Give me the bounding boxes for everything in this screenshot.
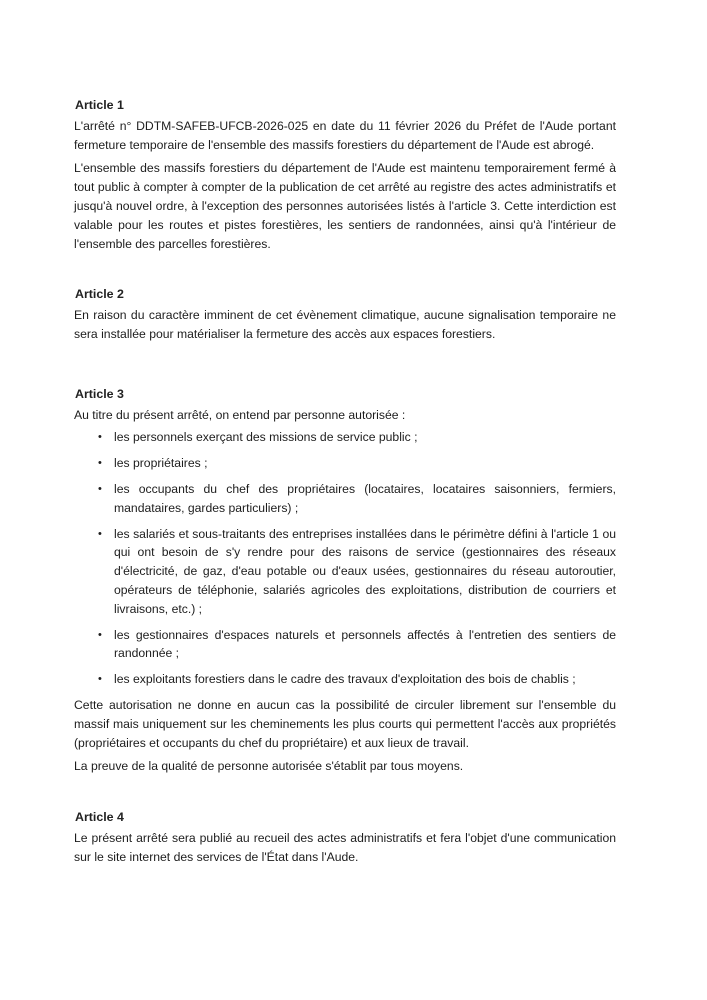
article-3-title: Article 3 (75, 386, 124, 401)
bullet-icon: • (98, 628, 102, 641)
list-item (74, 480, 616, 518)
list-item (74, 626, 616, 664)
document-page (74, 96, 616, 867)
article-1 (74, 96, 616, 253)
article-4-title: Article 4 (75, 810, 124, 825)
article-2 (74, 285, 616, 343)
bullet-icon: • (98, 457, 102, 470)
article-4-paragraph-1: Le présent arrêté sera publié au recueil des actes administratifs et fera l'objet d'une communication sur le site internet des services de l'État dans l'Aude. (74, 830, 616, 864)
article-2-paragraph-1: En raison du caractère imminent de cet évènement climatique, aucune signalisation temporaire ne sera installée pour matérialiser la fermeture des accès aux espaces forestiers. (74, 308, 616, 341)
bullet-icon: • (98, 482, 102, 495)
authorized-persons-list (74, 428, 616, 689)
list-item-text: les personnels exerçant des missions de service public ; (114, 430, 418, 445)
bullet-icon: • (98, 527, 102, 540)
bullet-icon: • (98, 431, 102, 444)
article-3-paragraph-1: Cette autorisation ne donne en aucun cas la possibilité de circuler librement sur l'ensemble du massif mais uniquement sur les cheminements les plus courts qui permettent l'accès aux propriétés (propriétaires et occupants du chef du propriétaire) et aux lieux de travail. (74, 697, 616, 750)
bullet-icon: • (98, 673, 102, 686)
article-2-title: Article 2 (75, 287, 124, 302)
list-item (74, 454, 616, 473)
list-item-text: les salariés et sous-traitants des entreprises installées dans le périmètre défini à l'article 1 ou qui ont besoin de s'y rendre pour des raisons de service (gestionnaires des réseaux d'électricité, de gaz, d'eau potable ou d'eaux usées, gestionnaires du réseau autoroutier, opérateurs de téléphonie, salariés agricoles des exploitations, distribution de courriers et livraisons, etc.) ; (114, 526, 616, 616)
list-item (74, 525, 616, 619)
article-1-paragraph-1: L'arrêté n° DDTM-SAFEB-UFCB-2026-025 en date du 11 février 2026 du Préfet de l'Aude portant fermeture temporaire de l'ensemble des massifs forestiers du département de l'Aude est abrogé. (74, 118, 616, 152)
list-item (74, 428, 616, 447)
list-item-text: les propriétaires ; (114, 456, 208, 471)
article-3 (74, 385, 616, 776)
article-3-intro: Au titre du présent arrêté, on entend par personne autorisée : (74, 407, 406, 422)
list-item (74, 670, 616, 689)
article-1-title: Article 1 (75, 98, 124, 112)
list-item-text: les occupants du chef des propriétaires (locataires, locataires saisonniers, fermiers, mandataires, gardes particuliers) ; (114, 481, 616, 515)
article-1-paragraph-2: L'ensemble des massifs forestiers du département de l'Aude est maintenu temporairement fermé à tout public à compter à compter de la publication de cet arrêté au registre des actes administratifs et jusqu'à nouvel ordre, à l'exception des personnes autorisées listés à l'article 3. Cette interdiction est valable pour les routes et pistes forestières, les sentiers de randonnées, ainsi qu'à l'intérieur de l'ensemble des parcelles forestières. (74, 161, 616, 251)
list-item-text: les exploitants forestiers dans le cadre des travaux d'exploitation des bois de chablis ; (114, 672, 576, 687)
list-item-text: les gestionnaires d'espaces naturels et personnels affectés à l'entretien des sentiers de randonnée ; (114, 627, 616, 661)
article-4 (74, 808, 616, 866)
article-3-paragraph-2: La preuve de la qualité de personne autorisée s'établit par tous moyens. (74, 759, 464, 774)
